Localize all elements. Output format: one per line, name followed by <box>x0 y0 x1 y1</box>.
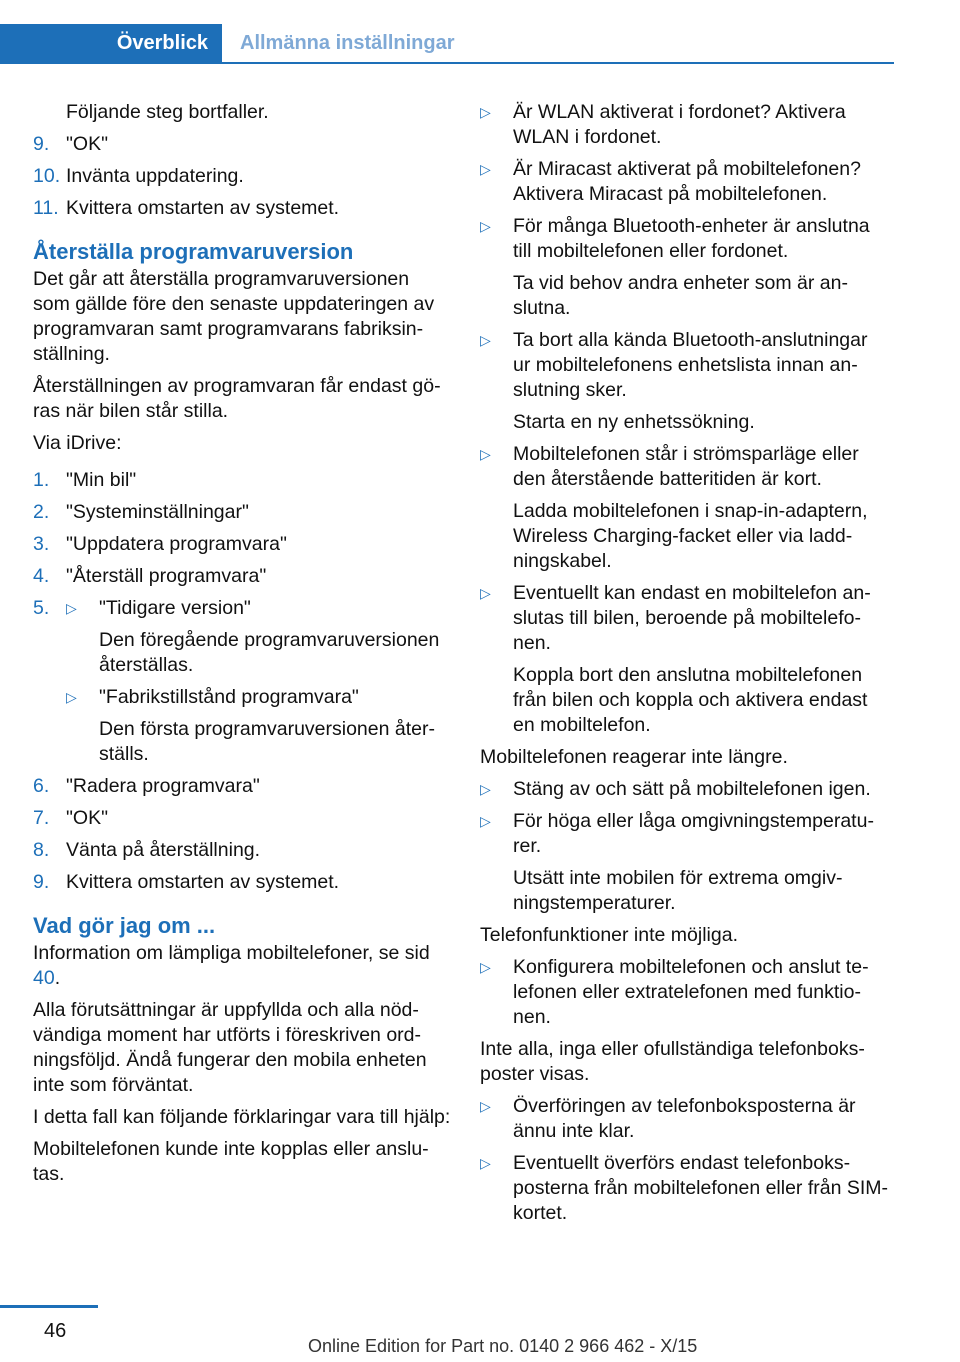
step-text: "Systeminställningar" <box>66 501 249 523</box>
bullet-text: Är Miracast aktiverat på mobiltelefonen? Aktivera Miracast på mobiltelefonen. <box>513 158 861 205</box>
arrow-bullet-icon: ▷ <box>480 959 491 975</box>
left-column <box>33 100 451 1194</box>
arrow-bullet-icon: ▷ <box>480 585 491 601</box>
steps-list-b1 <box>33 468 451 589</box>
paragraph-text: Information om lämpliga mobiltelefoner, se sid <box>33 942 430 964</box>
steps-list-a <box>33 132 451 221</box>
step-number: 9. <box>33 871 50 893</box>
bullet-text: Konfigurera mobiltelefonen och anslut telefonen eller extratelefonen med funktionen. <box>513 956 869 1028</box>
heading-vad-gor-jag-om: Vad gör jag om ... <box>33 913 216 938</box>
footer-rule <box>0 1305 98 1308</box>
bullet-text: För många Bluetooth-enheter är anslutna till mobiltelefonen eller fordonet. <box>513 215 870 262</box>
bullet-item <box>480 955 890 1030</box>
arrow-bullet-icon: ▷ <box>480 813 491 829</box>
step-number: 1. <box>33 469 50 491</box>
paragraph: Telefonfunktioner inte möjliga. <box>480 924 738 946</box>
arrow-bullet-icon: ▷ <box>66 600 77 616</box>
step-number: 5. <box>33 597 50 619</box>
step-text: "Radera programvara" <box>66 775 260 797</box>
bullet-text: Stäng av och sätt på mobiltelefonen igen. <box>513 778 871 800</box>
step-item <box>33 806 451 831</box>
bullet-text: Mobiltelefonen står i strömsparläge eller den återstående batteritiden är kort. <box>513 443 859 490</box>
bullet-text: Överföringen av telefonboksposterna är ännu inte klar. <box>513 1095 856 1142</box>
tab-allmanna-installningar[interactable]: Allmänna inställningar <box>240 32 455 54</box>
arrow-bullet-icon: ▷ <box>480 1155 491 1171</box>
arrow-bullet-icon: ▷ <box>66 689 77 705</box>
paragraph: Återställningen av programvaran får endast göras när bilen står stilla. <box>33 375 441 422</box>
bullet-text: Eventuellt kan endast en mobiltelefon anslutas till bilen, beroende på mobiltelefonen. <box>513 582 871 654</box>
paragraph: Mobiltelefonen reagerar inte längre. <box>480 746 788 768</box>
step-text: "Min bil" <box>66 469 137 491</box>
step-text: Kvittera omstarten av systemet. <box>66 197 340 219</box>
bullet-item <box>480 777 890 802</box>
bullet-text: Är WLAN aktiverat i fordonet? Aktivera WLAN i fordonet. <box>513 101 846 148</box>
step-option <box>66 596 451 678</box>
bullet-list-2 <box>480 777 890 916</box>
step-number: 3. <box>33 533 50 555</box>
step-item <box>33 774 451 799</box>
bullet-text: Ladda mobiltelefonen i snap-in-adaptern, Wireless Charging-facket eller via laddningskabel. <box>513 500 868 572</box>
step-number: 8. <box>33 839 50 861</box>
option-title: "Tidigare version" <box>99 597 251 619</box>
step-text: "Återställ programvara" <box>66 565 267 587</box>
heading-aterstalla: Återställa programvaruversion <box>33 239 354 264</box>
bullet-list-3 <box>480 955 890 1030</box>
bullet-item <box>480 442 890 574</box>
arrow-bullet-icon: ▷ <box>480 332 491 348</box>
step-text: "OK" <box>66 807 109 829</box>
bullet-text: Eventuellt överförs endast telefonboksposterna från mobiltelefonen eller från SIM-kortet. <box>513 1152 889 1224</box>
bullet-item <box>480 328 890 435</box>
bullet-text: Koppla bort den anslutna mobiltelefonen från bilen och koppla och aktivera endast en mobiltelefon. <box>513 664 868 736</box>
option-description: Den första programvaruversionen återställs. <box>99 718 435 765</box>
bullet-text: Starta en ny enhetssökning. <box>513 411 755 433</box>
step-number: 9. <box>33 133 50 155</box>
arrow-bullet-icon: ▷ <box>480 446 491 462</box>
step-item <box>33 564 451 589</box>
step-text: "OK" <box>66 133 109 155</box>
step-number: 6. <box>33 775 50 797</box>
step-number: 7. <box>33 807 50 829</box>
step-item <box>33 838 451 863</box>
paragraph: I detta fall kan följande förklaringar vara till hjälp: <box>33 1106 451 1128</box>
bullet-text: Utsätt inte mobilen för extrema omgivningstemperaturer. <box>513 867 843 914</box>
header-tabs <box>0 24 894 64</box>
page-link-40[interactable]: 40 <box>33 967 55 989</box>
step-text: Kvittera omstarten av systemet. <box>66 871 340 893</box>
bullet-text: Ta bort alla kända Bluetooth-anslutningar ur mobiltelefonens enhetslista innan anslutning sker. <box>513 329 868 401</box>
page-number: 46 <box>44 1320 67 1342</box>
step-text: Vänta på återställning. <box>66 839 261 861</box>
paragraph <box>33 941 451 991</box>
bullet-item <box>480 100 890 150</box>
bullet-item <box>480 809 890 916</box>
bullet-text: För höga eller låga omgivningstemperaturer. <box>513 810 874 857</box>
step-item <box>33 196 451 221</box>
arrow-bullet-icon: ▷ <box>480 1098 491 1114</box>
arrow-bullet-icon: ▷ <box>480 218 491 234</box>
paragraph: Mobiltelefonen kunde inte kopplas eller anslutas. <box>33 1138 429 1185</box>
step-item <box>33 500 451 525</box>
step-5-options <box>66 596 451 767</box>
bullet-text: Ta vid behov andra enheter som är anslutna. <box>513 272 848 319</box>
paragraph: Alla förutsättningar är uppfyllda och alla nödvändiga moment har utförts i föreskriven ordningsföljd. Ändå fungerar den mobila enheten inte som förväntat. <box>33 999 427 1096</box>
right-column <box>480 100 890 1233</box>
paragraph: Inte alla, inga eller ofullständiga telefonboksposter visas. <box>480 1038 865 1085</box>
arrow-bullet-icon: ▷ <box>480 781 491 797</box>
paragraph-text: . <box>54 967 61 989</box>
step-item <box>33 132 451 157</box>
step-option <box>66 685 451 767</box>
paragraph: Via iDrive: <box>33 432 122 454</box>
step-number: 10. <box>33 165 61 187</box>
step-text: Invänta uppdatering. <box>66 165 244 187</box>
step-number: 11. <box>33 197 59 219</box>
arrow-bullet-icon: ▷ <box>480 161 491 177</box>
bullet-item <box>480 1151 890 1226</box>
bullet-item <box>480 1094 890 1144</box>
option-title: "Fabrikstillstånd programvara" <box>99 686 359 708</box>
intro-line: Följande steg bortfaller. <box>66 101 269 123</box>
steps-list-b2 <box>33 774 451 895</box>
paragraph: Det går att återställa programvaruversionen som gällde före den senaste uppdateringen av programvaran samt programvarans fabriksinställning. <box>33 268 435 365</box>
step-number: 2. <box>33 501 50 523</box>
bullet-item <box>480 581 890 738</box>
bullet-item <box>480 214 890 321</box>
tab-overblick[interactable]: Överblick <box>0 24 222 62</box>
arrow-bullet-icon: ▷ <box>480 104 491 120</box>
step-item <box>33 870 451 895</box>
bullet-list-1 <box>480 100 890 738</box>
bullet-list-4 <box>480 1094 890 1226</box>
option-description: Den föregående programvaruversionen återställas. <box>99 629 440 676</box>
step-number: 4. <box>33 565 50 587</box>
step-item <box>33 468 451 493</box>
step-text: "Uppdatera programvara" <box>66 533 287 555</box>
step-5 <box>33 596 451 767</box>
bullet-item <box>480 157 890 207</box>
edition-text: Online Edition for Part no. 0140 2 966 462 - X/15 <box>308 1336 698 1356</box>
step-item <box>33 164 451 189</box>
step-item <box>33 532 451 557</box>
